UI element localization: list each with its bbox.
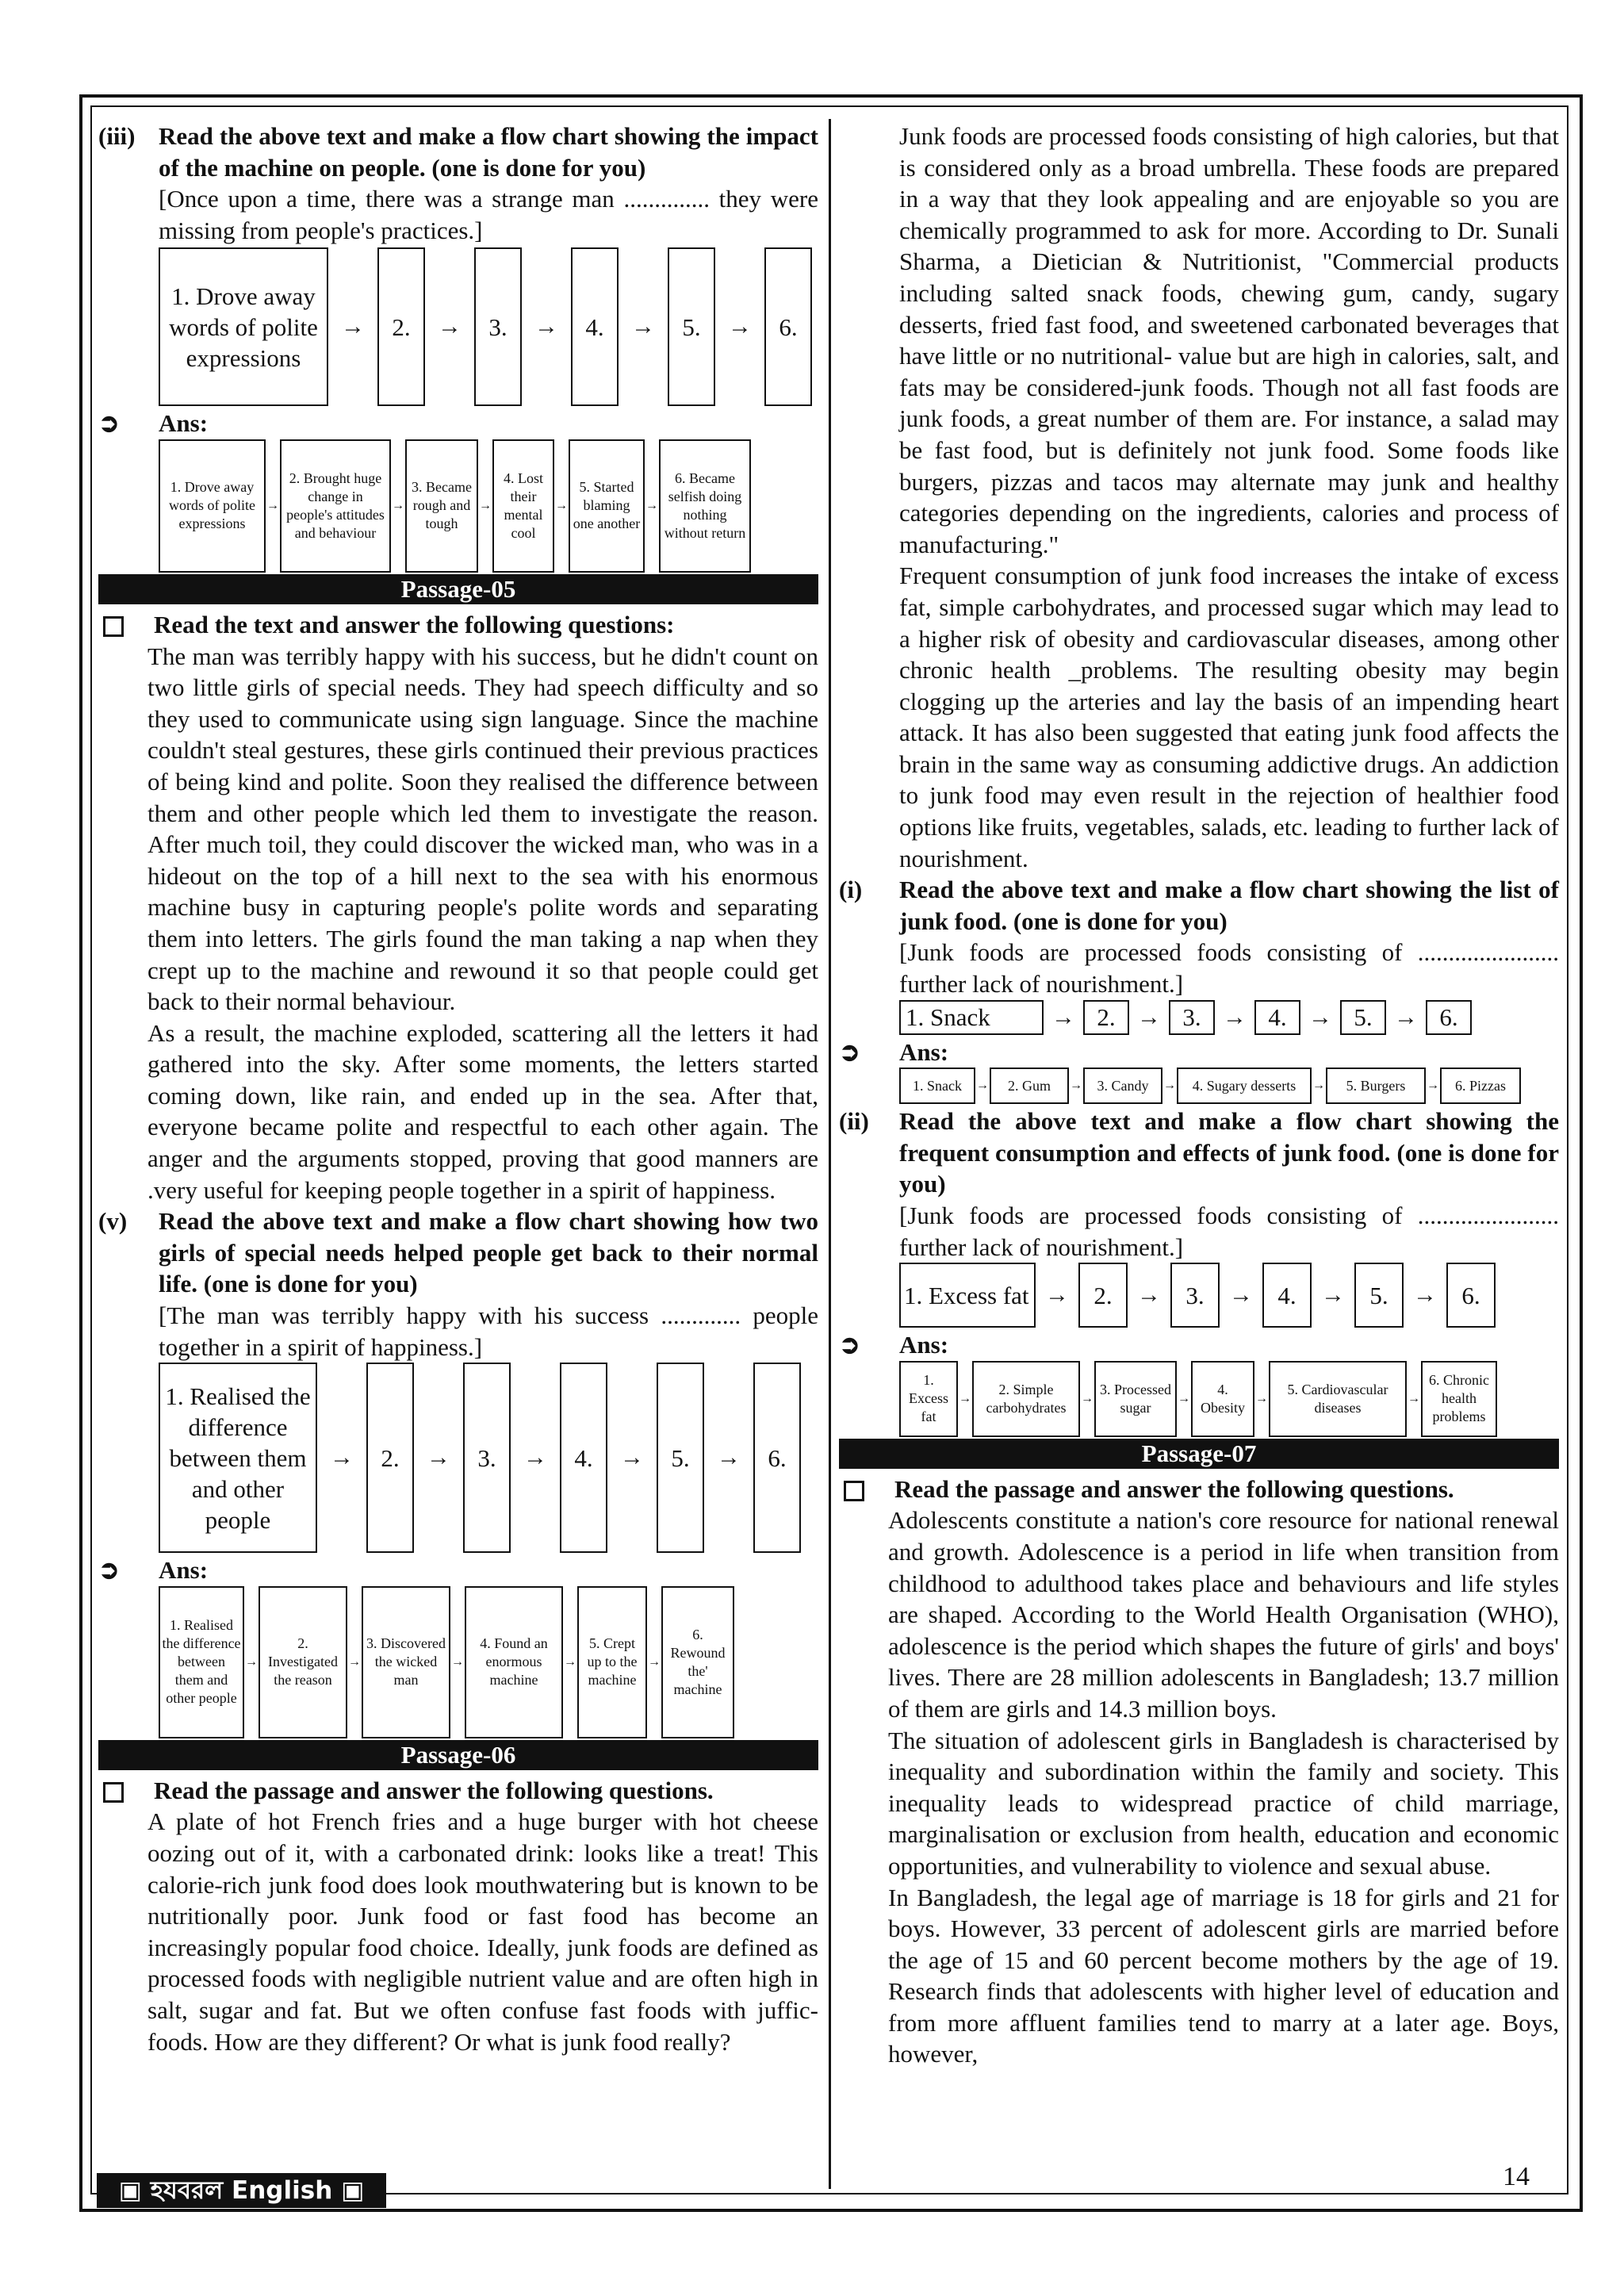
right-arrow-icon: → (1081, 1391, 1094, 1405)
curved-arrow-icon: ➲ (839, 1330, 860, 1359)
flow-box: 5. (1354, 1263, 1404, 1328)
answer-label: Ans: (159, 409, 209, 438)
flow-box: 2. (1078, 1263, 1128, 1328)
answer-box: 4. Lost their mental cool (492, 439, 554, 573)
right-arrow-icon: → (717, 1444, 741, 1471)
answer-label-row (98, 408, 818, 439)
right-arrow-icon: → (1051, 1003, 1075, 1030)
answer-label: Ans: (159, 1556, 209, 1585)
flow-box: 4. (560, 1363, 607, 1553)
checkbox-icon (103, 1782, 124, 1803)
passage-05-banner: Passage-05 (98, 574, 818, 604)
answer-box: 1. Excess fat (899, 1361, 958, 1437)
instruction-row (98, 609, 818, 641)
question-title: Read the above text and make a flow chart showing the list of junk food. (one is done for you) (899, 876, 1559, 935)
right-arrow-icon: → (1163, 1079, 1176, 1093)
right-arrow-icon: → (1427, 1079, 1439, 1093)
footer-logo (97, 2173, 386, 2208)
flow-chart-answer (899, 1068, 1559, 1104)
answer-label-row (98, 1554, 818, 1586)
question-reference: [The man was terribly happy with his success ............. people together in a spirit of happiness.] (159, 1301, 818, 1361)
footer-logo-text: হযবরল English (150, 2176, 333, 2205)
instruction-text: Read the text and answer the following questions: (154, 610, 675, 638)
question-i (839, 874, 1559, 999)
right-arrow-icon: → (645, 498, 658, 512)
flow-box: 2. (1083, 1000, 1129, 1035)
answer-label-row (839, 1329, 1559, 1361)
page-number: 14 (1503, 2162, 1530, 2191)
answer-box: 5. Crept up to the machine (577, 1586, 647, 1738)
right-arrow-icon: → (1308, 1003, 1332, 1030)
right-arrow-icon: → (348, 1654, 361, 1669)
answer-box: 4. Found an enormous machine (465, 1586, 563, 1738)
passage-07-banner: Passage-07 (839, 1439, 1559, 1469)
answer-box: 2. Investigated the reason (259, 1586, 347, 1738)
right-arrow-icon: → (523, 1444, 547, 1471)
flow-box: 6. (1446, 1263, 1496, 1328)
question-number: (i) (839, 876, 863, 904)
right-arrow-icon: → (1223, 1003, 1247, 1030)
answer-box: 6. Chronic health problems (1421, 1361, 1497, 1437)
answer-box: 6. Rewound the' machine (661, 1586, 734, 1738)
passage-paragraph: Junk foods are processed foods consisting of high calories, but that is considered only as a broad umbrella. These foods are prepared in a way that they look appealing and are enjoyable so you are chemically programmed to ask for more. According to Dr. Sunali Sharma, a Dietician & Nutritionist, "Commercial products including salted snack foods, chewing gum, candy, sugary desserts, fried fast food, and sweetened carbonated beverages that have little or no nutritional- value but are high in calories, salt, and fats may be considered-junk foods. Though not all fast foods are junk foods, a great number of them are. For instance, a salad may be fast food, but is definitely not junk food. Some foods like burgers, pizzas and tacos may alternate may junk and healthy categories depending on the ingredients, calories and process of manufacturing." (899, 122, 1559, 558)
right-arrow-icon: → (534, 313, 558, 340)
right-arrow-icon: → (648, 1654, 661, 1669)
answer-box: 1. Snack (899, 1068, 975, 1104)
flow-box: 1. Realised the difference between them and other people (159, 1363, 317, 1553)
instruction-row (839, 1474, 1559, 1505)
answer-box: 3. Processed sugar (1094, 1361, 1177, 1437)
answer-box: 5. Cardiovascular diseases (1269, 1361, 1407, 1437)
answer-box: 2. Brought huge change in people's attitudes and behaviour (280, 439, 391, 573)
right-arrow-icon: → (728, 313, 752, 340)
question-ii (839, 1106, 1559, 1263)
right-arrow-icon: → (564, 1654, 576, 1669)
right-arrow-icon: → (620, 1444, 644, 1471)
answer-box: 3. Became rough and tough (405, 439, 478, 573)
flow-box: 3. (1170, 1263, 1220, 1328)
flow-box: 3. (463, 1363, 511, 1553)
book-icon: ▣ (118, 2176, 142, 2205)
question-reference: [Once upon a time, there was a strange man .............. they were missing from people's practices.] (159, 185, 818, 244)
answer-box: 2. Gum (990, 1068, 1069, 1104)
flow-box: 2. (377, 247, 425, 406)
flow-box: 4. (1254, 1000, 1300, 1035)
flow-chart-answer (899, 1361, 1559, 1437)
right-arrow-icon: → (330, 1444, 354, 1471)
flow-chart-question (899, 1263, 1559, 1328)
right-arrow-icon: → (1229, 1282, 1253, 1309)
answer-box: 2. Simple carbohydrates (972, 1361, 1080, 1437)
passage-paragraph: In Bangladesh, the legal age of marriage is 18 for girls and 21 for boys. However, 33 percent of adolescent girls are married before the age of 15 and 60 percent become mothers by the age of 19. Research finds that adolescents with higher level of education and from more affluent families tend to marry at a later age. Boys, however, (888, 1883, 1559, 2068)
flow-chart-question (159, 1363, 818, 1553)
passage-paragraph: A plate of hot French fries and a huge burger with hot cheese oozing out of it, with a carbonated drink: looks like a treat! This calorie-rich junk food does look mouthwatering but is known to be nutritionally poor. Junk food or fast food has become an increasingly popular food choice. Ideally, junk foods are defined as processed foods with negligible nutrient value and are often high in salt, sugar and fat. But we often confuse fast foods with juffic-foods. How are they different? Or what is junk food really? (147, 1807, 818, 2056)
passage-paragraph: Frequent consumption of junk food increases the intake of excess fat, simple carbohydrates, and processed sugar which may lead to a higher risk of obesity and cardiovascular diseases, among other chronic health _problems. The resulting obesity may begin clogging up the arteries and lay the basis of an impending heart attack. It has also been suggested that eating junk food affects the brain in the same way as consuming addictive drugs. An addiction to junk food may even result in the rejection of healthier food options like fruits, vegetables, salads, etc. leading to further lack of nourishment. (899, 562, 1559, 872)
answer-box: 6. Became selfish doing nothing without return (659, 439, 751, 573)
curved-arrow-icon: ➲ (839, 1037, 860, 1066)
question-v (98, 1205, 818, 1363)
answer-label-row (839, 1037, 1559, 1068)
right-arrow-icon: → (451, 1654, 464, 1669)
right-arrow-icon: → (555, 498, 568, 512)
flow-chart-answer (159, 1586, 818, 1738)
passage-paragraph: The man was terribly happy with his success, but he didn't count on two little girls of special needs. They had speech difficulty and so they used to communicate using sign language. Since the machine couldn't steal gestures, these girls continued their previous practices of being kind and polite. Soon they realised the difference between them and other people which led them to investigate the reason. After much toil, they could discover the wicked man, who was in a hideout on the top of a hill next to the sea with his enormous machine busy in capturing people's polite words and separating them into letters. The girls found the man taking a nap when they crept up to the machine and rewound it so that people could get back to their normal behaviour. (147, 642, 818, 1016)
answer-box: 1. Drove away words of polite expressions (159, 439, 266, 573)
right-arrow-icon: → (976, 1079, 989, 1093)
flow-chart-answer (159, 439, 818, 573)
right-arrow-icon: → (1255, 1391, 1268, 1405)
right-arrow-icon: → (479, 498, 492, 512)
column-divider (829, 119, 831, 2189)
question-title: Read the above text and make a flow chart showing how two girls of special needs helped people get back to their normal life. (one is done for you) (159, 1207, 818, 1298)
right-arrow-icon: → (1070, 1079, 1082, 1093)
right-arrow-icon: → (1413, 1282, 1437, 1309)
flow-box: 5. (1340, 1000, 1386, 1035)
flow-box: 5. (668, 247, 715, 406)
flow-box: 6. (753, 1363, 801, 1553)
answer-box: 5. Started blaming one another (569, 439, 645, 573)
answer-box: 1. Realised the difference between them and other people (159, 1586, 244, 1738)
passage-paragraph: The situation of adolescent girls in Bangladesh is characterised by inequality and subordination within the family and society. This inequality leads to widespread practice of child marriage, marginalisation or exclusion from health, education and economic opportunities, and vulnerability to violence and sexual abuse. (888, 1726, 1559, 1880)
right-arrow-icon: → (438, 313, 462, 340)
flow-box: 1. Excess fat (899, 1263, 1036, 1328)
right-arrow-icon: → (245, 1654, 258, 1669)
right-arrow-icon: → (1137, 1282, 1161, 1309)
question-title: Read the above text and make a flow chart showing the frequent consumption and effects of junk food. (one is done for you) (899, 1107, 1559, 1198)
flow-chart-question (159, 247, 818, 406)
answer-box: 4. Sugary desserts (1177, 1068, 1312, 1104)
right-arrow-icon: → (1045, 1282, 1069, 1309)
right-arrow-icon: → (1408, 1391, 1420, 1405)
right-arrow-icon: → (392, 498, 404, 512)
right-arrow-icon: → (1312, 1079, 1325, 1093)
right-arrow-icon: → (341, 313, 365, 340)
right-arrow-icon: → (631, 313, 655, 340)
left-column (98, 121, 818, 2057)
right-column (839, 121, 1559, 2070)
flow-box: 3. (474, 247, 522, 406)
passage-paragraph: As a result, the machine exploded, scattering all the letters it had gathered into the sky. After some moments, the letters started coming down, like rain, and ended up in the sea. After that, everyone became polite and respectful to each other again. The anger and the arguments stopped, proving that good manners are .very useful for keeping people together in a spirit of happiness. (147, 1018, 818, 1204)
question-number: (v) (98, 1207, 128, 1236)
passage-paragraph: Adolescents constitute a nation's core resource for national renewal and growth. Adolescence is a period in life when transition from childhood to adulthood takes place and behaviours and life styles are shaped. According to the World Health Organisation (WHO), adolescence is the period which shapes the future of girls' and boys' lives. There are 28 million adolescents in Bangladesh; 13.7 million of them are girls and 14.3 million boys. (888, 1506, 1559, 1723)
answer-box: 3. Candy (1083, 1068, 1162, 1104)
answer-box: 6. Pizzas (1440, 1068, 1521, 1104)
flow-box: 6. (764, 247, 812, 406)
instruction-text: Read the passage and answer the following questions. (894, 1474, 1454, 1503)
checkbox-icon (844, 1481, 864, 1501)
right-arrow-icon: → (427, 1444, 450, 1471)
instruction-text: Read the passage and answer the following questions. (154, 1776, 714, 1804)
right-arrow-icon: → (1394, 1003, 1418, 1030)
answer-label: Ans: (899, 1331, 949, 1359)
flow-box: 4. (571, 247, 619, 406)
flow-box: 6. (1426, 1000, 1472, 1035)
flow-box: 3. (1169, 1000, 1215, 1035)
question-reference: [Junk foods are processed foods consisting of ....................... further lack of nourishment.] (899, 938, 1559, 999)
flow-box: 2. (366, 1363, 414, 1553)
question-number: (iii) (98, 122, 136, 150)
right-arrow-icon: → (1137, 1003, 1161, 1030)
flow-box: 5. (657, 1363, 704, 1553)
flow-box: 1. Drove away words of polite expressions (159, 247, 328, 406)
right-arrow-icon: → (959, 1391, 971, 1405)
right-arrow-icon: → (1178, 1391, 1190, 1405)
question-iii (98, 121, 818, 246)
question-number: (ii) (839, 1107, 869, 1136)
passage-06-banner: Passage-06 (98, 1740, 818, 1770)
answer-label: Ans: (899, 1037, 949, 1066)
checkbox-icon (103, 616, 124, 637)
flow-chart-question (899, 1000, 1559, 1035)
flow-box: 1. Snack (899, 1000, 1044, 1035)
answer-box: 3. Discovered the wicked man (362, 1586, 450, 1738)
question-title: Read the above text and make a flow chart showing the impact of the machine on people. (one is done for you) (159, 122, 818, 182)
curved-arrow-icon: ➲ (98, 1555, 120, 1585)
instruction-row (98, 1775, 818, 1807)
right-arrow-icon: → (266, 498, 279, 512)
answer-box: 5. Burgers (1326, 1068, 1426, 1104)
flow-box: 4. (1262, 1263, 1312, 1328)
curved-arrow-icon: ➲ (98, 408, 120, 438)
right-arrow-icon: → (1321, 1282, 1345, 1309)
question-reference: [Junk foods are processed foods consisting of ....................... further lack of nourishment.] (899, 1202, 1559, 1261)
answer-box: 4. Obesity (1191, 1361, 1254, 1437)
book-icon: ▣ (341, 2176, 365, 2205)
